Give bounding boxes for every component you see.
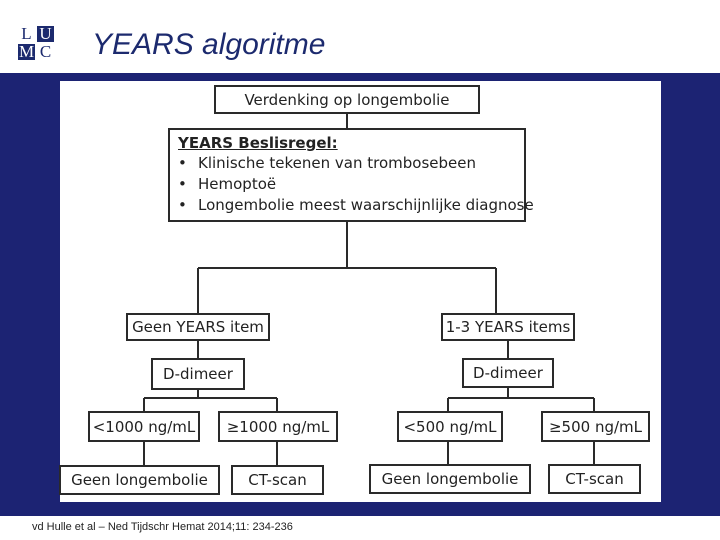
rules-list — [178, 153, 534, 216]
rules-item: • Klinische tekenen van trombosebeen — [178, 154, 476, 172]
slide-title: YEARS algoritme — [92, 28, 326, 61]
logo-letter-m: M — [18, 42, 35, 61]
logo-letter-l: L — [21, 24, 32, 43]
box-ddimer-right: D-dimeer — [462, 358, 554, 388]
rules-item: • Longembolie meest waarschijnlijke diagnose — [178, 196, 534, 214]
bullet: • — [178, 196, 187, 214]
lumc-logo — [18, 26, 56, 62]
box-left-no-embolism: Geen longembolie — [59, 465, 220, 495]
logo-letter-c: C — [39, 42, 52, 61]
box-right-low-threshold: <500 ng/mL — [397, 411, 503, 442]
rules-heading: YEARS Beslisregel: — [178, 134, 338, 152]
box-suspicion: Verdenking op longembolie — [214, 85, 480, 114]
box-left-low-threshold: <1000 ng/mL — [88, 411, 200, 442]
logo-letter-u: U — [37, 26, 54, 42]
bullet: • — [178, 175, 187, 193]
box-no-years-item: Geen YEARS item — [126, 313, 270, 341]
rules-item: • Hemoptoë — [178, 175, 277, 193]
box-left-high-threshold: ≥1000 ng/mL — [218, 411, 338, 442]
bullet: • — [178, 154, 187, 172]
box-years-rules — [168, 128, 534, 222]
box-left-ct-scan: CT-scan — [231, 465, 324, 495]
citation-footer: vd Hulle et al – Ned Tijdschr Hemat 2014;11: 234-236 — [32, 521, 293, 533]
box-right-ct-scan: CT-scan — [548, 464, 641, 494]
box-1-3-years-items: 1-3 YEARS items — [441, 313, 575, 341]
box-right-high-threshold: ≥500 ng/mL — [541, 411, 650, 442]
box-right-no-embolism: Geen longembolie — [369, 464, 531, 494]
box-ddimer-left: D-dimeer — [151, 358, 245, 390]
